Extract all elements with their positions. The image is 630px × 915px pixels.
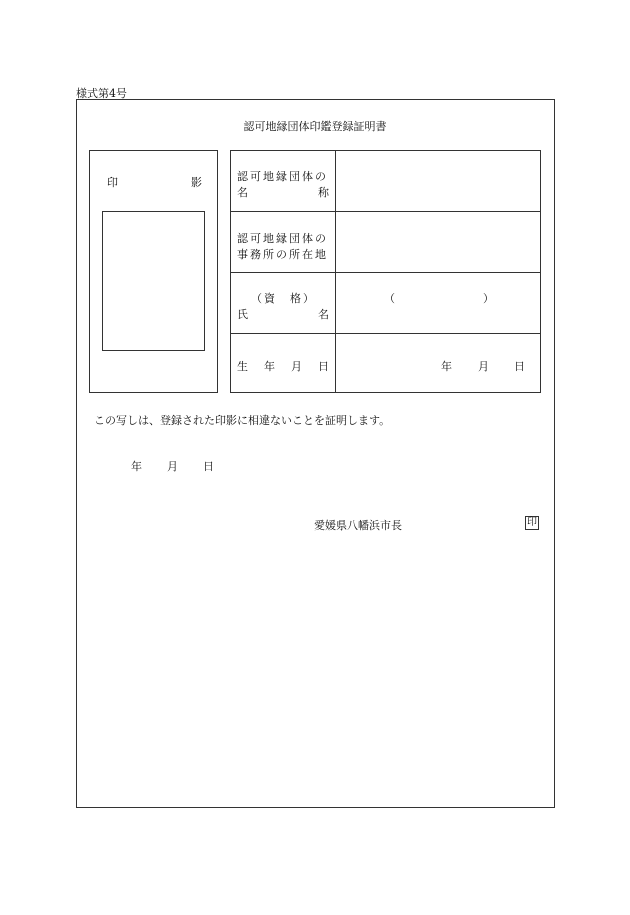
org-name-value[interactable]	[337, 152, 539, 210]
org-address-label-line2: 事務所の所在地	[237, 248, 328, 261]
rep-label-surname: 氏	[237, 308, 250, 321]
certification-statement: この写しは、登録された印影に相違ないことを証明します。	[94, 414, 391, 427]
table-divider-row2	[231, 272, 540, 273]
seal-label-right: 影	[191, 176, 202, 189]
birth-label-char2: 年	[264, 360, 277, 373]
seal-label-left: 印	[107, 176, 118, 189]
rep-label-qualification: （資 格）	[251, 292, 316, 305]
birth-value-day: 日	[514, 360, 527, 373]
birth-label-char3: 月	[291, 360, 304, 373]
org-address-label-line1: 認可地縁団体の	[237, 232, 328, 245]
rep-paren-open: （	[384, 292, 397, 305]
table-divider-row3	[231, 333, 540, 334]
seal-impression-area	[102, 211, 205, 351]
official-seal-mark: 印	[527, 517, 537, 528]
org-address-value[interactable]	[337, 213, 539, 271]
table-divider-row1	[231, 211, 540, 212]
rep-paren-close: ）	[483, 292, 496, 305]
certificate-title: 認可地縁団体印鑑登録証明書	[243, 120, 387, 133]
form-number: 様式第4号	[76, 87, 127, 100]
org-name-label-title: 称	[318, 186, 331, 199]
birth-label-char4: 日	[318, 360, 331, 373]
birth-label-char1: 生	[237, 360, 250, 373]
rep-label-name: 名	[318, 308, 331, 321]
info-table	[230, 150, 541, 393]
birth-value-month: 月	[478, 360, 491, 373]
org-name-label-line1: 認可地縁団体の	[237, 170, 328, 183]
issue-date-month: 月	[167, 460, 178, 473]
birth-value-year: 年	[441, 360, 454, 373]
issuer-name: 愛媛県八幡浜市長	[314, 519, 402, 532]
issue-date-day: 日	[203, 460, 214, 473]
issue-date-year: 年	[131, 460, 142, 473]
org-name-label-name: 名	[237, 186, 250, 199]
